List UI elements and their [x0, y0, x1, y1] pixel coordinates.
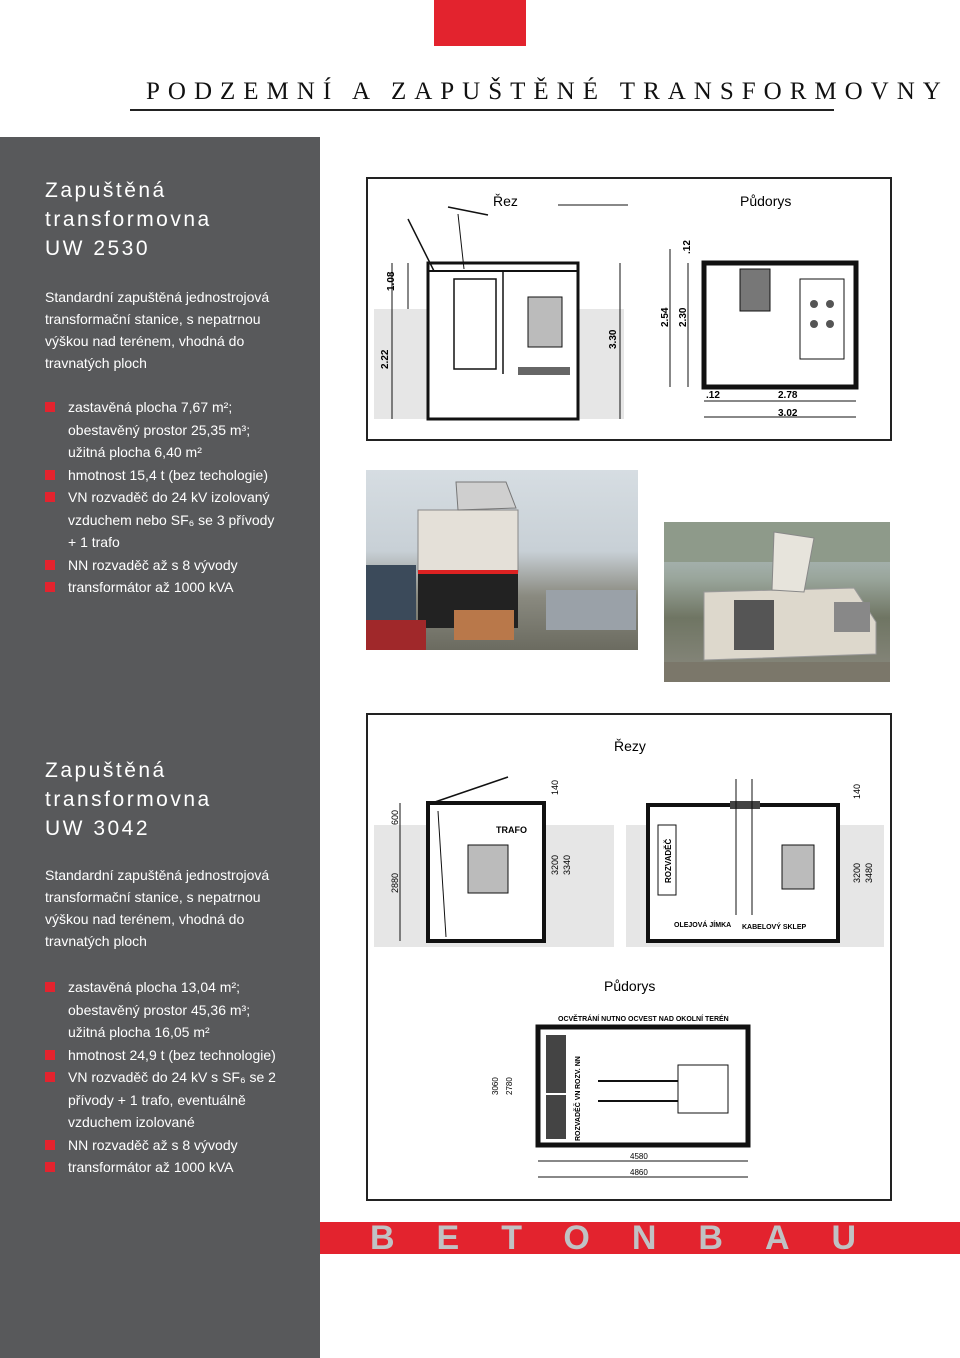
section1-bullet-list	[45, 396, 280, 599]
label-rozv-vn: ROZVADĚČ VN	[575, 1090, 582, 1141]
dim-label: 140	[550, 779, 560, 795]
open-roof-a	[432, 777, 508, 803]
section1-description: Standardní zapuštěná jednostrojová transformační stanice, s nepatrnou výškou nad terénem, vhodná do travnatých ploch	[45, 289, 270, 371]
dim-label: 140	[852, 783, 862, 799]
bullet-square-icon	[45, 1050, 55, 1060]
dim-label: 2.54	[660, 307, 671, 327]
bullet-text: hmotnost 24,9 t (bez technologie)	[68, 1046, 276, 1063]
transformer-body	[528, 297, 562, 347]
vent-grille	[834, 602, 870, 632]
bullet-square-icon	[45, 492, 55, 502]
bullet-text: transformátor až 1000 kVA	[68, 579, 234, 595]
station-upper	[418, 510, 518, 572]
label-plan: Půdorys	[740, 193, 792, 209]
list-item	[45, 1134, 280, 1157]
section2-description: Standardní zapuštěná jednostrojová transformační stanice, s nepatrnou výškou nad terénem, vhodná do travnatých ploch	[45, 867, 270, 949]
dim-label: 3.02	[778, 408, 798, 419]
list-item	[45, 486, 280, 554]
section2-title-line: transformovna	[45, 788, 212, 811]
section1-title-line: Zapuštěná	[45, 179, 167, 202]
label-section: Řez	[493, 193, 518, 209]
section1-title-line: transformovna	[45, 208, 212, 231]
brand-logo-text: BETONBAU	[370, 1219, 899, 1257]
antenna-bar	[448, 207, 488, 215]
section1-title	[45, 176, 212, 263]
dim-label: 1.08	[386, 271, 397, 291]
label-sections: Řezy	[614, 738, 646, 754]
uw2530-drawing-svg	[368, 179, 890, 439]
station-stripe	[418, 570, 518, 574]
label-rozv-nn: ROZV. NN	[575, 1056, 582, 1089]
bullet-text: NN rozvaděč až s 8 vývody	[68, 1136, 238, 1153]
transformer-a	[468, 845, 508, 893]
label-rozvadec: ROZVADĚČ	[664, 838, 673, 883]
plan-rozv-nn	[546, 1035, 566, 1093]
dim-label: 2.22	[380, 349, 391, 369]
plan-transformer	[678, 1065, 728, 1113]
uw3042-technical-drawing	[366, 713, 892, 1201]
dim-label: 2780	[505, 1077, 514, 1095]
section2-title-line: Zapuštěná	[45, 759, 167, 782]
open-lid	[772, 532, 814, 592]
open-lid	[408, 219, 434, 271]
bullet-square-icon	[45, 582, 55, 592]
list-item	[45, 1156, 280, 1179]
dim-label: 3340	[562, 854, 572, 875]
red-car	[366, 620, 426, 650]
dim-label: 3200	[550, 854, 560, 875]
terminal	[810, 320, 818, 328]
dim-label: .12	[706, 390, 720, 401]
bullet-text: transformátor až 1000 kVA	[68, 1159, 234, 1175]
bullet-square-icon	[45, 402, 55, 412]
list-item	[45, 976, 280, 1044]
dim-label: .12	[682, 240, 693, 254]
dim-label: 4580	[630, 1152, 648, 1161]
parked-car	[546, 590, 636, 630]
transformer-b	[782, 845, 814, 889]
bullet-text: hmotnost 15,4 t (bez techologie)	[68, 466, 269, 483]
bullet-square-icon	[45, 1072, 55, 1082]
title-divider	[130, 109, 834, 111]
label-trafo: TRAFO	[496, 825, 527, 835]
bullet-square-icon	[45, 560, 55, 570]
uw2530-technical-drawing	[366, 177, 892, 441]
list-item	[45, 464, 280, 487]
label-olejova-jimka: OLEJOVÁ JÍMKA	[674, 922, 732, 929]
terminal	[810, 300, 818, 308]
label-plan: Půdorys	[604, 978, 656, 994]
station-opening	[734, 600, 774, 650]
bullet-text: zastavěná plocha 13,04 m²; obestavěný prostor 45,36 m³; užitná plocha 16,05 m²	[68, 979, 251, 1040]
list-item	[45, 554, 280, 577]
dim-label: 3.30	[608, 329, 619, 349]
dim-label: 3200	[852, 862, 862, 883]
dim-label: 2.78	[778, 390, 798, 401]
photo-1-svg	[366, 470, 638, 650]
photo-installed-station	[664, 522, 890, 682]
dim-label: 4860	[630, 1168, 648, 1177]
bullet-text: NN rozvaděč až s 8 vývody	[68, 556, 238, 573]
photo-2-svg	[664, 522, 890, 682]
dim-label: 3060	[491, 1077, 500, 1095]
pallet	[454, 610, 514, 640]
page-title: PODZEMNÍ A ZAPUŠTĚNÉ TRANSFORMOVNY	[146, 78, 949, 105]
section2-title	[45, 756, 212, 843]
antenna-pole	[458, 214, 464, 269]
bullet-square-icon	[45, 1162, 55, 1172]
dim-label: 2.30	[678, 307, 689, 327]
bullet-square-icon	[45, 1140, 55, 1150]
dim-label: 600	[390, 809, 400, 825]
dim-label: 3480	[864, 862, 874, 883]
section1-title-line: UW 2530	[45, 237, 151, 260]
uw3042-drawing-svg	[368, 715, 890, 1199]
terminal	[826, 320, 834, 328]
list-item	[45, 576, 280, 599]
bullet-square-icon	[45, 982, 55, 992]
list-item	[45, 396, 280, 464]
top-red-tab	[434, 0, 526, 46]
list-item	[45, 1066, 280, 1134]
bullet-square-icon	[45, 470, 55, 480]
bullet-text: zastavěná plocha 7,67 m²; obestavěný prostor 25,35 m³; užitná plocha 6,40 m²	[68, 399, 251, 460]
photo-installation-crane	[366, 470, 638, 650]
ground	[664, 662, 890, 682]
bullet-text: VN rozvaděč do 24 kV s SF₆ se 2 přívody + 1 trafo, eventuálně vzduchem izolované	[68, 1069, 276, 1130]
label-kabelovy-sklep: KABELOVÝ SKLEP	[742, 924, 807, 931]
section2-title-line: UW 3042	[45, 817, 151, 840]
plan-cabinet	[740, 269, 770, 311]
label-ventilation-note: OCVĚTRÁNÍ NUTNO OCVEST NAD OKOLNÍ TERÉN	[558, 1016, 729, 1023]
dim-label: 2880	[390, 872, 400, 893]
list-item	[45, 1044, 280, 1067]
hatch-b	[730, 801, 760, 809]
open-roof	[456, 482, 516, 510]
section2-bullet-list	[45, 976, 280, 1179]
transformer-base	[518, 367, 570, 375]
bullet-text: VN rozvaděč do 24 kV izolovaný vzduchem nebo SF₆ se 3 přívody + 1 trafo	[68, 489, 275, 550]
plan-transformer	[800, 279, 844, 359]
terminal	[826, 300, 834, 308]
plan-rozv-vn	[546, 1095, 566, 1139]
